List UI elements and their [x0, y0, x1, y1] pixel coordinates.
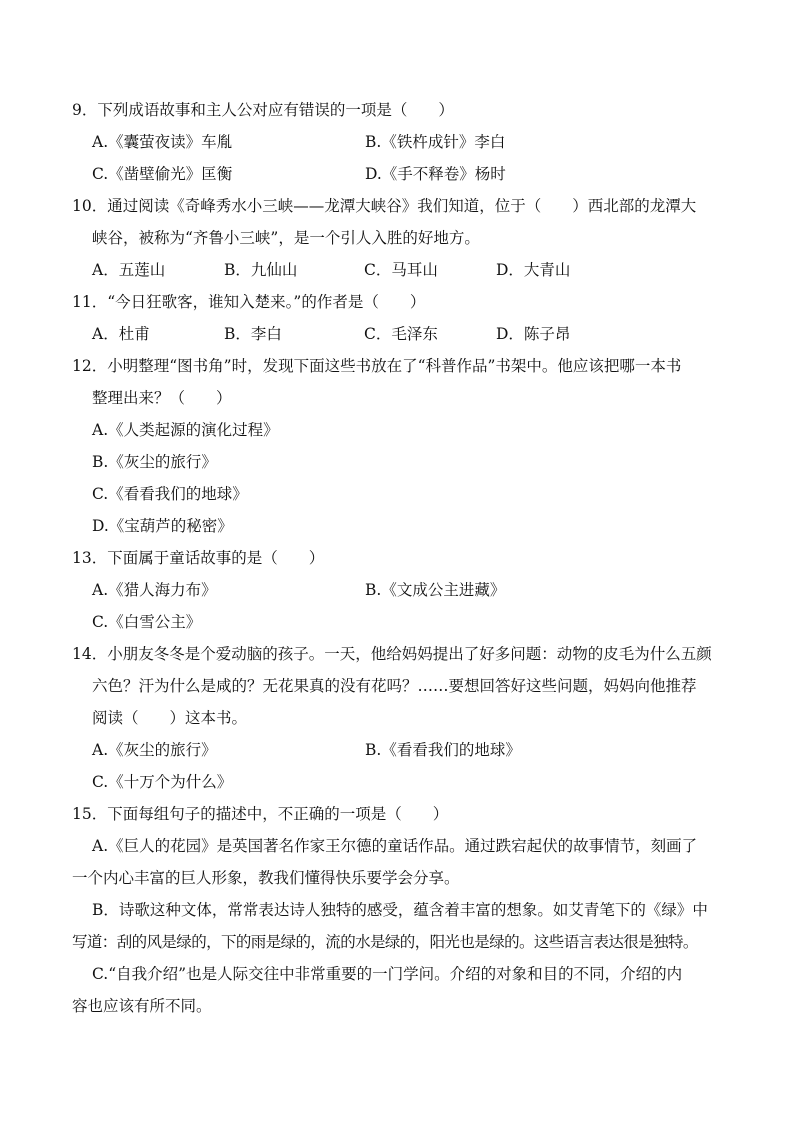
question-9-option-b: B.《铁杵成针》李白: [365, 133, 506, 151]
question-12-option-d: D.《宝葫芦的秘密》: [92, 517, 233, 535]
question-13-option-a: A.《猎人海力布》: [92, 581, 217, 599]
question-15-option-c-line1: C.“自我介绍”也是人际交往中非常重要的一门学问。介绍的对象和目的不同，介绍的内: [92, 965, 683, 983]
question-10-stem-line1: 10．通过阅读《奇峰秀水小三峡——龙潭大峡谷》我们知道，位于（ ）西北部的龙潭大: [72, 197, 697, 215]
question-9-option-c: C.《凿壁偷光》匡衡: [92, 165, 233, 183]
question-15-option-b-line2: 写道：刮的风是绿的，下的雨是绿的，流的水是绿的，阳光也是绿的。这些语言表达很是独特。: [72, 933, 698, 951]
question-9-stem: 9．下列成语故事和主人公对应有错误的一项是（ ）: [72, 101, 454, 119]
question-12-option-c: C.《看看我们的地球》: [92, 485, 248, 503]
question-15-option-c-line2: 容也应该有所不同。: [72, 997, 212, 1015]
question-13-stem: 13．下面属于童话故事的是（ ）: [72, 549, 325, 567]
question-14-stem-line3: 阅读（ ）这本书。: [92, 709, 248, 727]
question-9-option-a: A.《囊萤夜读》车胤: [92, 133, 233, 151]
question-12-option-b: B.《灰尘的旅行》: [92, 453, 217, 471]
question-14-stem-line1: 14．小朋友冬冬是个爱动脑的孩子。一天，他给妈妈提出了好多问题：动物的皮毛为什么五颜: [72, 645, 712, 663]
question-11-option-a: A．杜甫: [92, 325, 150, 343]
question-10-option-c: C．马耳山: [364, 261, 438, 279]
question-15-stem: 15．下面每组句子的描述中，不正确的一项是（ ）: [72, 805, 449, 823]
question-10-option-d: D．大青山: [496, 261, 571, 279]
question-14-option-a: A.《灰尘的旅行》: [92, 741, 217, 759]
question-10-option-b: B．九仙山: [224, 261, 298, 279]
question-12-stem-line2: 整理出来？（ ）: [92, 389, 232, 407]
question-12-stem-line1: 12．小明整理“图书角”时，发现下面这些书放在了“科普作品”书架中。他应该把哪一本书: [72, 357, 682, 375]
question-11-option-c: C．毛泽东: [364, 325, 438, 343]
question-14-option-c: C.《十万个为什么》: [92, 773, 233, 791]
question-12-option-a: A.《人类起源的演化过程》: [92, 421, 279, 439]
question-15-option-b-line1: B．诗歌这种文体，常常表达诗人独特的感受，蕴含着丰富的想象。如艾青笔下的《绿》中: [92, 901, 708, 919]
question-13-option-b: B.《文成公主进藏》: [365, 581, 506, 599]
question-13-option-c: C.《白雪公主》: [92, 613, 202, 631]
question-10-stem-line2: 峡谷，被称为“齐鲁小三峡”，是一个引人入胜的好地方。: [92, 229, 480, 247]
question-11-option-d: D．陈子昂: [496, 325, 571, 343]
question-10-option-a: A．五莲山: [92, 261, 166, 279]
question-15-option-a-line1: A.《巨人的花园》是英国著名作家王尔德的童话作品。通过跌宕起伏的故事情节，刻画了: [92, 837, 698, 855]
question-11-option-b: B．李白: [224, 325, 282, 343]
question-14-option-b: B.《看看我们的地球》: [365, 741, 521, 759]
question-9-option-d: D.《手不释卷》杨时: [365, 165, 506, 183]
question-15-option-a-line2: 一个内心丰富的巨人形象，教我们懂得快乐要学会分享。: [72, 869, 460, 887]
question-14-stem-line2: 六色？汗为什么是咸的？无花果真的没有花吗？……要想回答好这些问题，妈妈向他推荐: [92, 677, 697, 695]
question-11-stem: 11．“今日狂歌客，谁知入楚来。”的作者是（ ）: [72, 293, 426, 311]
